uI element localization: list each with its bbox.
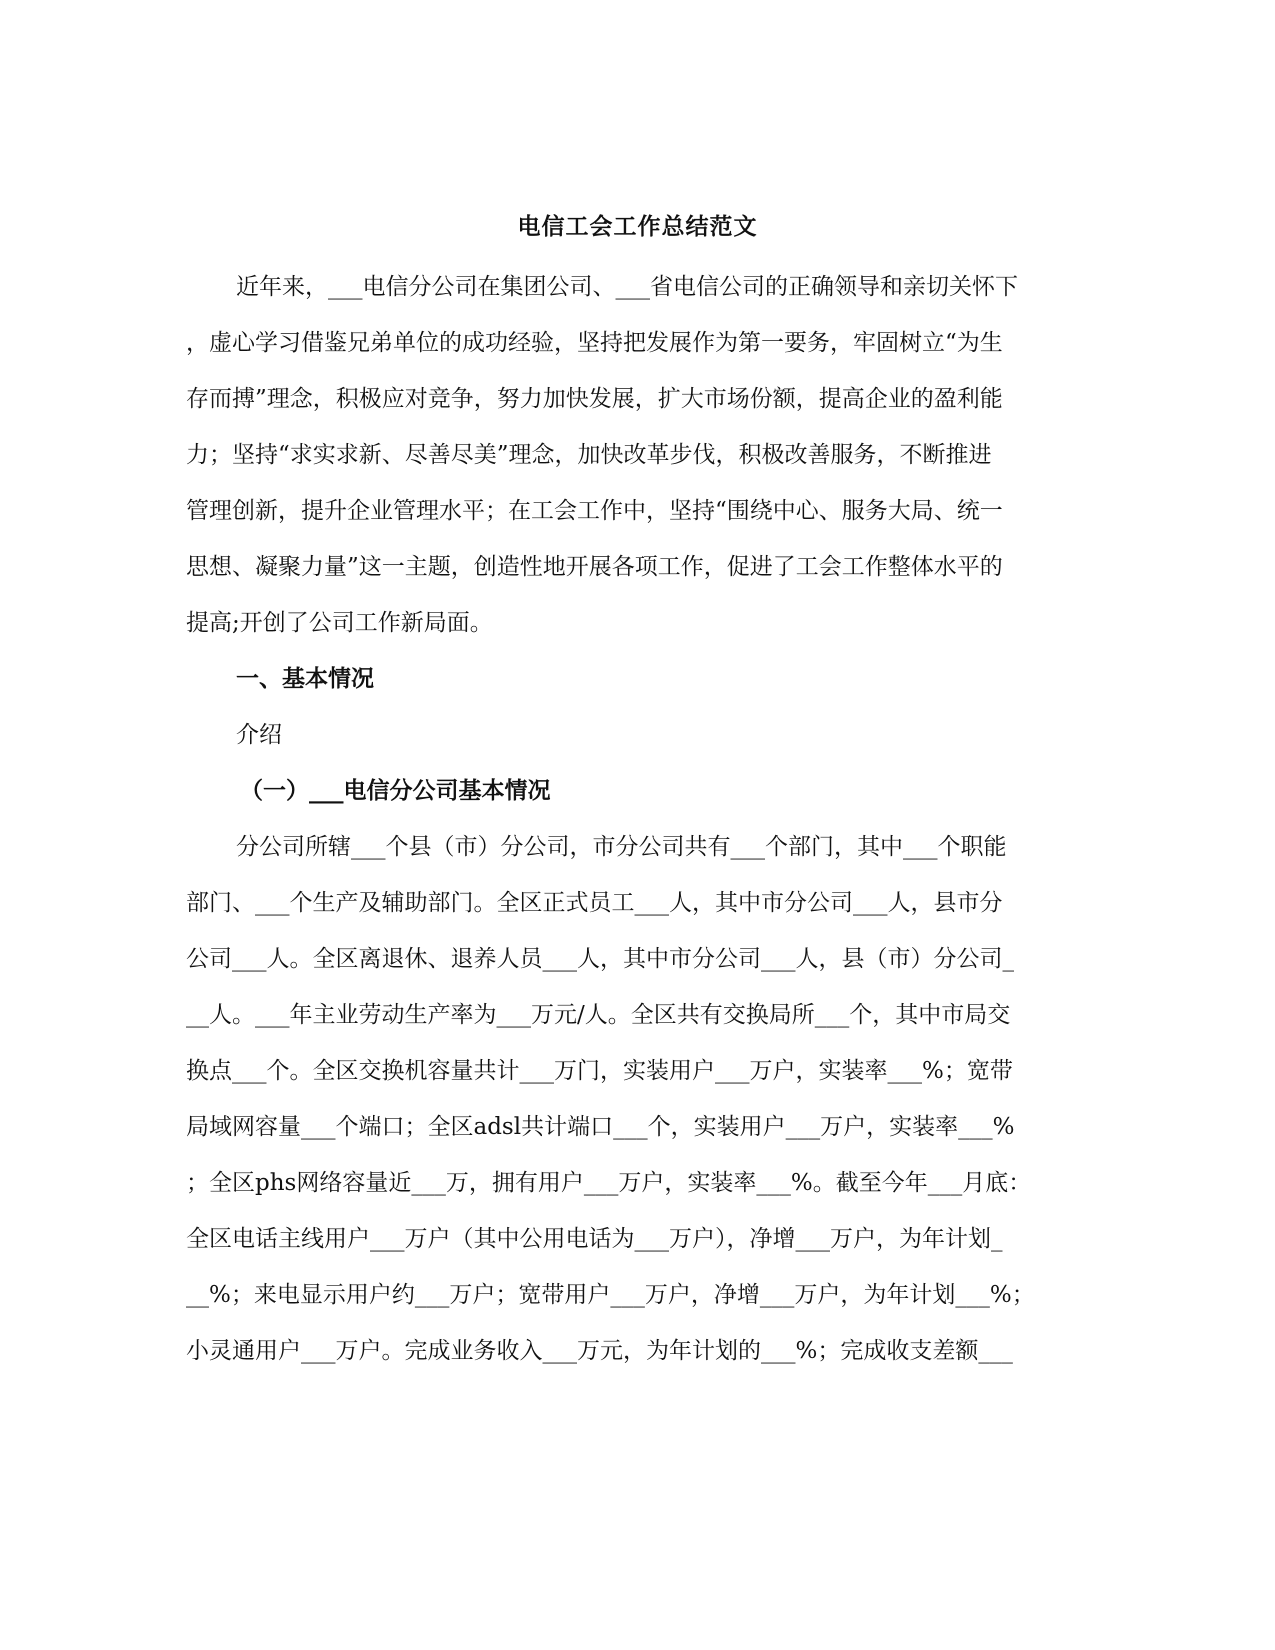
intro-line-4: 力；坚持“求实求新、尽善尽美”理念，加快改革步伐，积极改善服务，不断推进 xyxy=(186,442,992,468)
intro-line-6: 思想、凝聚力量”这一主题，创造性地开展各项工作，促进了工会工作整体水平的 xyxy=(186,554,1003,580)
section-heading: 一、基本情况 xyxy=(236,665,374,692)
body-line-5: 换点___个。全区交换机容量共计___万门，实装用户___万户，实装率___%；宽带 xyxy=(186,1058,1013,1084)
intro-line-3: 存而搏”理念，积极应对竞争，努力加快发展，扩大市场份额，提高企业的盈利能 xyxy=(186,386,1003,412)
intro-line-7: 提高;开创了公司工作新局面。 xyxy=(186,610,493,636)
intro-line-2: ，虚心学习借鉴兄弟单位的成功经验，坚持把发展作为第一要务，牢固树立“为生 xyxy=(186,330,1003,356)
body-line-3: 公司___人。全区离退休、退养人员___人，其中市分公司___人，县（市）分公司_ xyxy=(186,946,1014,972)
body-line-4: __人。___年主业劳动生产率为___万元/人。全区共有交换局所___个，其中市局交 xyxy=(186,1002,1011,1028)
section-intro: 介绍 xyxy=(236,722,282,748)
intro-line-5: 管理创新，提升企业管理水平；在工会工作中，坚持“围绕中心、服务大局、统一 xyxy=(186,498,1003,524)
body-line-9: __%；来电显示用户约___万户；宽带用户___万户，净增___万户，为年计划___%； xyxy=(186,1282,1035,1308)
body-line-6: 局域网容量___个端口；全区adsl共计端口___个，实装用户___万户，实装率___% xyxy=(186,1114,1015,1140)
body-line-2: 部门、___个生产及辅助部门。全区正式员工___人，其中市分公司___人，县市分 xyxy=(186,890,1003,916)
body-line-8: 全区电话主线用户___万户（其中公用电话为___万户），净增___万户，为年计划_ xyxy=(186,1226,1003,1252)
intro-line-1: 近年来，___电信分公司在集团公司、___省电信公司的正确领导和亲切关怀下 xyxy=(236,274,1018,300)
document-title: 电信工会工作总结范文 xyxy=(517,213,758,240)
body-line-1: 分公司所辖___个县（市）分公司，市分公司共有___个部门，其中___个职能 xyxy=(236,834,1007,860)
body-line-10: 小灵通用户___万户。完成业务收入___万元，为年计划的___%；完成收支差额___ xyxy=(186,1338,1013,1364)
body-line-7: ；全区phs网络容量近___万，拥有用户___万户，实装率___%。截至今年___月底： xyxy=(186,1170,1032,1196)
subsection-heading: （一）___电信分公司基本情况 xyxy=(240,777,551,804)
